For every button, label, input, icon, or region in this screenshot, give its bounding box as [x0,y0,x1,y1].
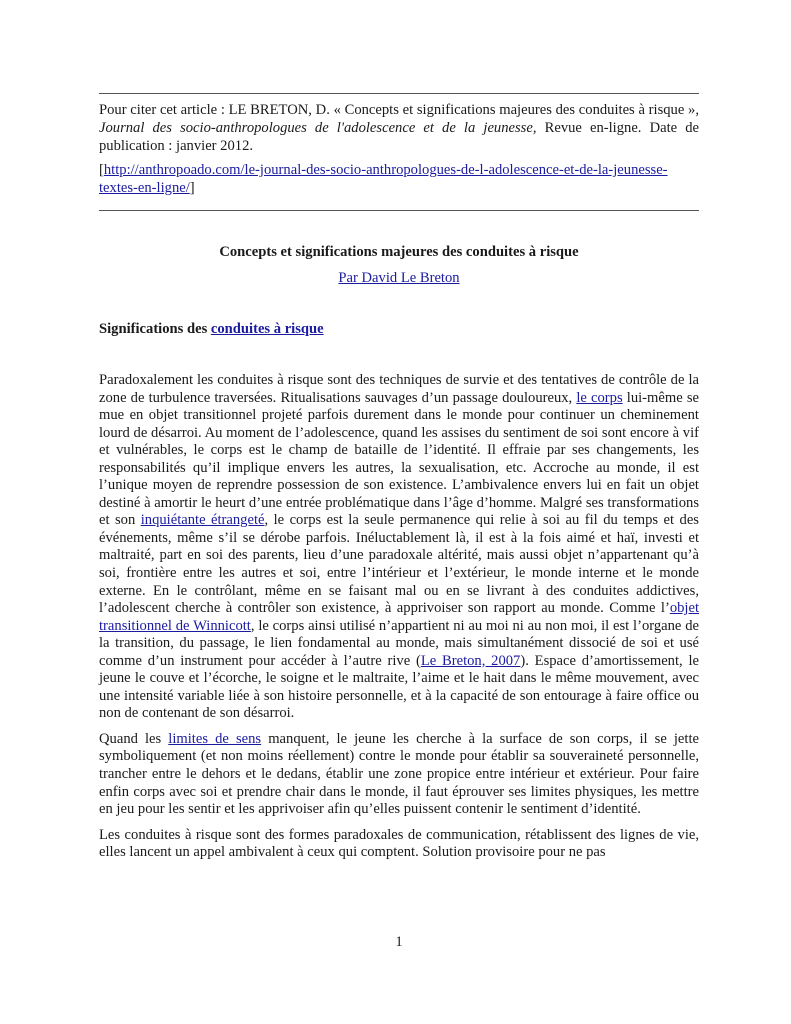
article-body [99,372,699,870]
article-title: Concepts et significations majeures des conduites à risque [219,244,579,260]
link-objet-transitionnel[interactable]: objet transitionnel de Winnicott [99,600,699,634]
link-limites-de-sens[interactable]: limites de sens [168,730,262,747]
bottom-rule [99,210,699,211]
link-inquietante-etrangete[interactable]: inquiétante étrangeté [140,512,265,529]
citation-block [99,101,699,203]
section-link-conduites[interactable]: conduites à risque [210,321,324,337]
author-byline [99,270,699,287]
link-le-corps[interactable]: le corps [576,389,623,406]
paragraph-3: Les conduites à risque sont des formes paradoxales de communication, rétablissent des lignes de vie, elles lancent un appel ambivalent à ceux qui comptent. Solution provisoire pour ne pas [99,826,699,861]
paragraph-2: Quand les limites de sens manquent, le jeune les cherche à la surface de son corps, il se jette symboliquement (et non moins réellement) contre le monde pour établir sa souveraineté personnelle, trancher entre le dehors et le dedans, établir une zone propice entre intérieur et extérieur. Pour faire enfin corps avec soi et prendre chair dans le monde, il faut éprouver ses limites physiques, les mettre en jeu pour les sentir et les apprivoiser afin qu’elles puissent contenir le sentiment d’identité. [99,730,699,818]
top-rule [99,93,699,94]
paragraph-1: Paradoxalement les conduites à risque sont des techniques de survie et des tentatives de contrôle de la zone de turbulence traversées. Ritualisations sauvages d’un passage douloureux, le corps lui-même se mue en objet transitionnel projeté parfois durement dans le monde pour continuer un cheminement lourd de désarroi. Au moment de l’adolescence, quand les assises du sentiment de soi sont encore à vif et vulnérables, le corps est le champ de bataille de l’identité. Il effraie par ses changements, les responsabilités qu’il implique envers les autres, la sexualisation, etc. Accroche au monde, il est l’unique moyen de reprendre possession de son existence. L’ambivalence envers lui en fait un objet destiné à amortir le heurt d’une entrée problématique dans l’âge d’homme. Malgré ses transformations et son inquiétante étrangeté, le corps est la seule permanence qui relie à soi au fil du temps et des événements, même s’il se dérobe parfois. Inéluctablement là, il est à la fois aimé et haï, investi et maltraité, part en soi des parents, lieu d’une paradoxale altérité, mais aussi objet n’appartenant qu’à soi, frontière entre les autres et soi, entre l’intérieur et l’extérieur, le monde interne et le monde externe. En le contrôlant, même en se faisant mal ou en se livrant à des conduites addictives, l’adolescent cherche à contrôler son existence, à apprivoiser son rapport au monde. Comme l’objet transitionnel de Winnicott, le corps ainsi utilisé n’appartient ni au moi ni au non moi, il est l’organe de la transition, du passage, le lien fondamental au monde, mais simultanément dissocié de soi et usé comme d’un instrument pour accéder à l’autre rive (Le Breton, 2007). Espace d’amortissement, le jeune le couve et l’écorche, le soigne et le maltraite, l’aime et le hait dans le même mouvement, avec une intensité variable liée à son histoire personnelle, et à la capacité de son entourage à faire office ou non de contenant de son désarroi. [99,372,699,722]
author-link[interactable]: Par David Le Breton [338,270,460,286]
citation-url-line: [http://anthropoado.com/le-journal-des-socio-anthropologues-de-l-adolescence-et-de-la-jeunesse-textes-en-ligne/] [99,162,668,196]
journal-name: Journal des socio-anthropologues de l'adolescence et de la jeunesse [99,120,533,136]
citation-url-link[interactable]: http://anthropoado.com/le-journal-des-socio-anthropologues-de-l-adolescence-et-de-la-jeunesse-textes-en-ligne/ [99,162,668,196]
page-number: 1 [395,934,403,950]
citation-text: Pour citer cet article : LE BRETON, D. « Concepts et significations majeures des conduites à risque », Journal des socio-anthropologues de l'adolescence et de la jeunesse, Revue en-ligne. Date de publication : janvier 2012. [99,102,700,154]
link-le-breton-2007[interactable]: Le Breton, 2007 [420,652,521,669]
section-heading: Significations des conduites à risque [99,321,324,337]
